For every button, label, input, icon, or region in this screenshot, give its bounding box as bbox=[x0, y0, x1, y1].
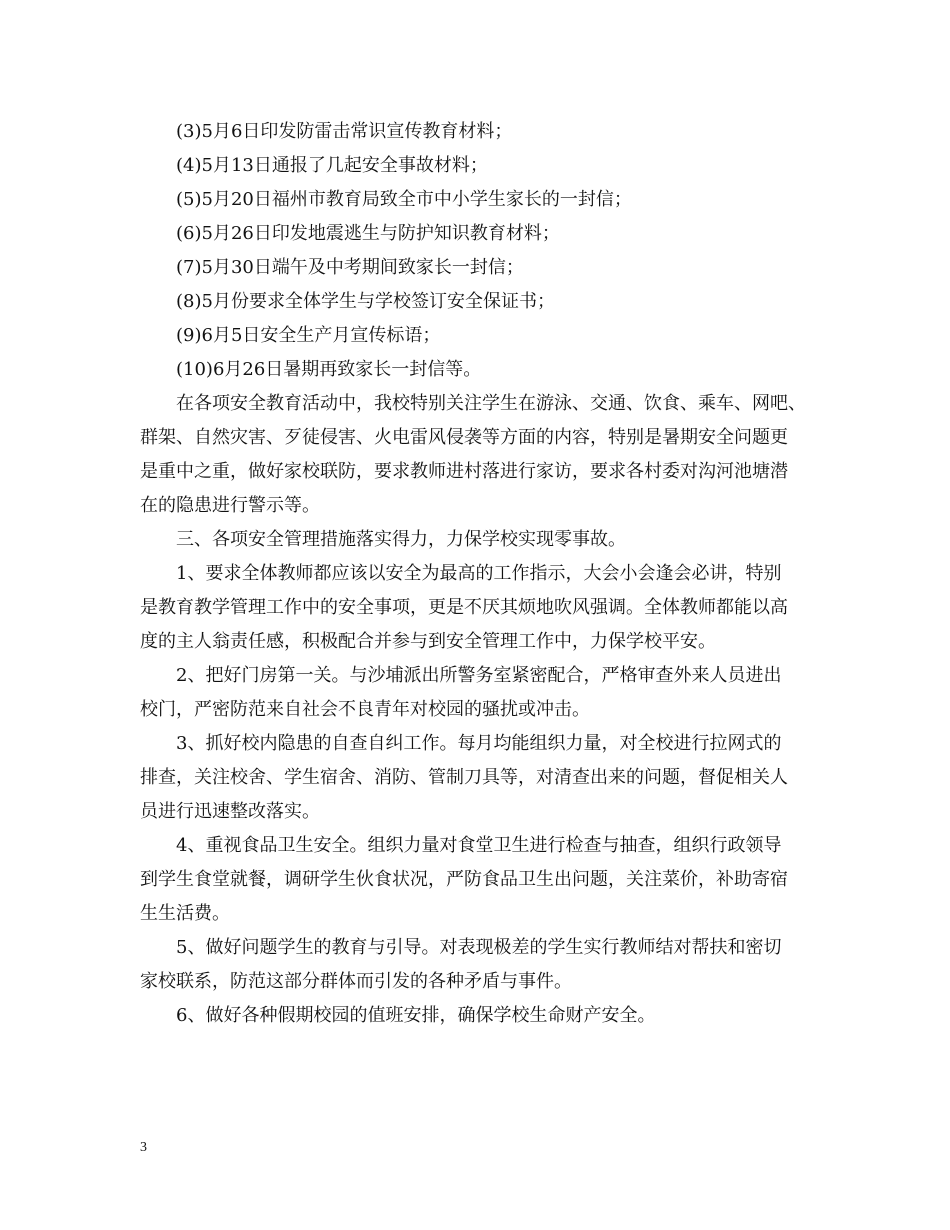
text-line: 校门，严密防范来自社会不良青年对校园的骚扰或冲击。 bbox=[140, 699, 590, 720]
text-line: 2、把好门房第一关。与沙埔派出所警务室紧密配合，严格审查外来人员进出 bbox=[176, 665, 782, 686]
text-line: 3、抓好校内隐患的自查自纠工作。每月均能组织力量，对全校进行拉网式的 bbox=[176, 733, 782, 754]
text-line: 员进行迅速整改落实。 bbox=[140, 801, 320, 822]
text-line: 度的主人翁责任感，积极配合并参与到安全管理工作中，力保学校平安。 bbox=[140, 631, 716, 652]
paragraph-item-1 bbox=[140, 557, 820, 659]
text-line: 家校联系，防范这部分群体而引发的各种矛盾与事件。 bbox=[140, 971, 572, 992]
paragraph-item-3 bbox=[140, 727, 820, 829]
paragraph-safety-education bbox=[140, 387, 820, 523]
text-line: 是教育教学管理工作中的安全事项，更是不厌其烦地吹风强调。全体教师都能以高 bbox=[140, 597, 788, 618]
text-line: 6、做好各种假期校园的值班安排，确保学校生命财产安全。 bbox=[176, 1005, 656, 1026]
paragraph-item-6 bbox=[140, 999, 820, 1033]
text-line: 是重中之重，做好家校联防，要求教师进村落进行家访，要求各村委对沟河池塘潜 bbox=[140, 461, 788, 482]
paragraph-item-2 bbox=[140, 659, 820, 727]
list-item: (8)5月份要求全体学生与学校签订安全保证书； bbox=[176, 291, 555, 312]
text-line: 生生活费。 bbox=[140, 903, 230, 924]
text-line: 到学生食堂就餐，调研学生伙食状况，严防食品卫生出问题，关注菜价，补助寄宿 bbox=[140, 869, 788, 890]
document-body bbox=[140, 115, 820, 1033]
paragraph-item-5 bbox=[140, 931, 820, 999]
page-number: 3 bbox=[140, 1140, 147, 1155]
material-list bbox=[140, 115, 820, 387]
list-item: (3)5月6日印发防雷击常识宣传教育材料； bbox=[176, 121, 513, 142]
text-line: 排查，关注校舍、学生宿舍、消防、管制刀具等，对清查出来的问题，督促相关人 bbox=[140, 767, 788, 788]
text-line: 群架、自然灾害、歹徒侵害、火电雷风侵袭等方面的内容，特别是暑期安全问题更 bbox=[140, 427, 788, 448]
text-line: 4、重视食品卫生安全。组织力量对食堂卫生进行检查与抽查，组织行政领导 bbox=[176, 835, 782, 856]
list-item: (5)5月20日福州市教育局致全市中小学生家长的一封信； bbox=[176, 189, 632, 210]
list-item: (7)5月30日端午及中考期间致家长一封信； bbox=[176, 257, 524, 278]
list-item: (6)5月26日印发地震逃生与防护知识教育材料； bbox=[176, 223, 560, 244]
text-line: 在的隐患进行警示等。 bbox=[140, 495, 320, 516]
list-item: (9)6月5日安全生产月宣传标语； bbox=[176, 325, 441, 346]
text-line: 三、各项安全管理措施落实得力，力保学校实现零事故。 bbox=[176, 529, 626, 550]
paragraph-item-4 bbox=[140, 829, 820, 931]
section-heading-three bbox=[140, 523, 820, 557]
list-item: (4)5月13日通报了几起安全事故材料； bbox=[176, 155, 488, 176]
list-item: (10)6月26日暑期再致家长一封信等。 bbox=[176, 359, 482, 380]
text-line: 5、做好问题学生的教育与引导。对表现极差的学生实行教师结对帮扶和密切 bbox=[176, 937, 782, 958]
text-line: 1、要求全体教师都应该以安全为最高的工作指示，大会小会逢会必讲，特别 bbox=[176, 563, 782, 584]
text-line: 在各项安全教育活动中，我校特别关注学生在游泳、交通、饮食、乘车、网吧、 bbox=[176, 393, 806, 414]
